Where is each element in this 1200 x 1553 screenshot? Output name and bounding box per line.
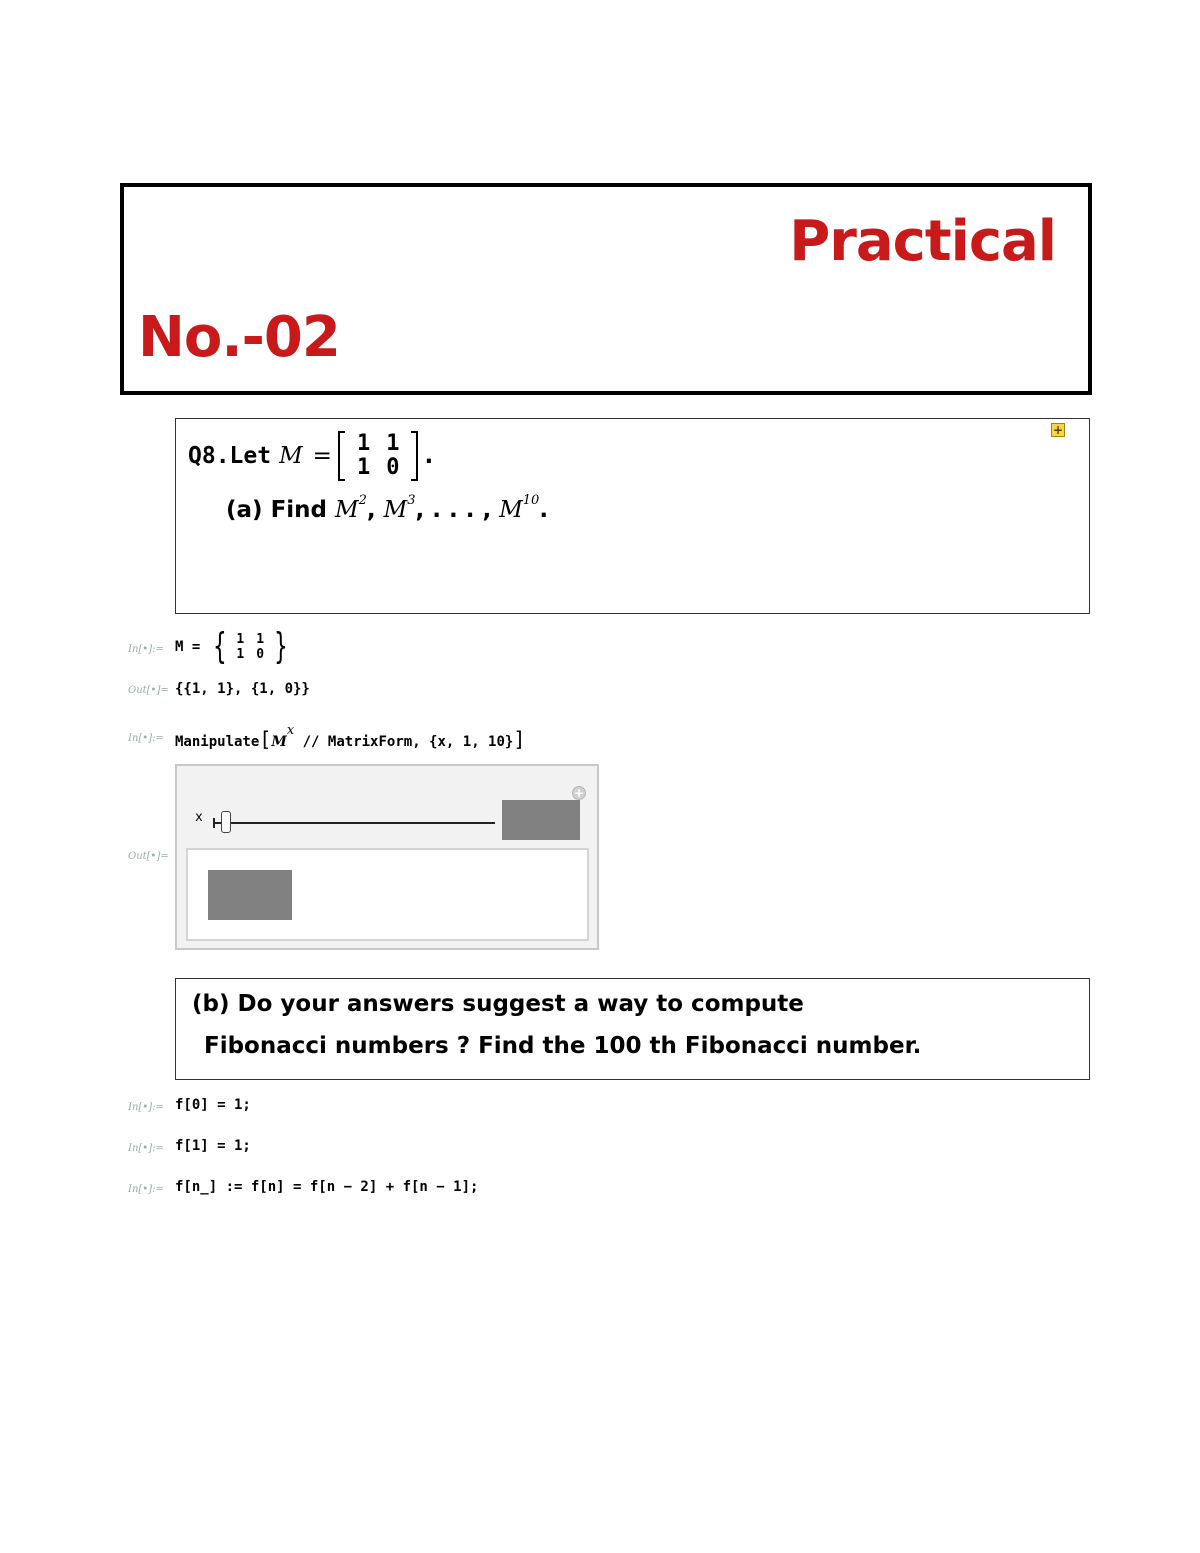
power-term: $M^3$ xyxy=(383,493,416,523)
equals-sign: = xyxy=(312,443,332,469)
matrix-var: M xyxy=(279,443,303,469)
matrix-cell: 1 xyxy=(236,647,245,662)
left-bracket xyxy=(338,431,345,481)
power-term: $M^2$ xyxy=(335,493,367,523)
matrix-cell: 0 xyxy=(256,647,265,662)
expand-icon[interactable]: + xyxy=(1052,423,1064,437)
matrix-cell: 1 xyxy=(386,431,400,456)
part-a-find: Find xyxy=(270,497,327,523)
title-practical: Practical xyxy=(789,209,1056,274)
input-label: In[•]:= xyxy=(128,1102,164,1113)
open-bracket: [ xyxy=(259,727,272,751)
manipulate-panel[interactable] xyxy=(175,764,599,950)
manipulate-head: Manipulate xyxy=(175,734,260,750)
power-term: $M^{10}$ xyxy=(499,493,540,523)
input-cell-fn[interactable]: f[n_] := f[n] = f[n − 2] + f[n − 1]; xyxy=(175,1179,479,1195)
right-brace: } xyxy=(274,626,288,667)
slider-value-box[interactable] xyxy=(502,800,580,840)
add-control-icon[interactable]: + xyxy=(573,786,585,800)
ellipsis: , . . . , xyxy=(415,497,492,523)
question-b-line2: Fibonacci numbers ? Find the 100 th Fibonacci number. xyxy=(204,1033,922,1059)
question-8-statement xyxy=(188,431,433,481)
input-lhs: M = xyxy=(175,639,201,655)
title-number: No.-02 xyxy=(138,305,340,370)
slider-track[interactable] xyxy=(215,822,495,824)
output-label: Out[•]= xyxy=(128,685,169,696)
right-bracket xyxy=(411,431,418,481)
matrix-cell: 1 xyxy=(356,455,371,480)
matrix-cell: 1 xyxy=(356,431,371,456)
matrix-cell: 0 xyxy=(386,455,400,480)
input-label: In[•]:= xyxy=(128,733,164,744)
input-cell-matrix[interactable] xyxy=(175,626,292,667)
question-b-cell[interactable] xyxy=(175,978,1090,1080)
left-brace: { xyxy=(213,626,227,667)
question-8-part-a xyxy=(226,493,549,523)
close-bracket: ] xyxy=(513,727,526,751)
question-8-cell[interactable] xyxy=(175,418,1090,614)
slider-label: x xyxy=(195,810,203,825)
input-cell-f0[interactable]: f[0] = 1; xyxy=(175,1097,251,1113)
period: . xyxy=(539,497,549,523)
question-8-prefix: Q8.Let xyxy=(188,443,272,469)
input-label: In[•]:= xyxy=(128,644,164,655)
part-a-label: (a) xyxy=(226,497,263,523)
question-b-line1: (b) Do your answers suggest a way to compute xyxy=(192,991,804,1017)
manipulate-output-pane xyxy=(186,848,589,941)
input-matrix xyxy=(209,626,292,667)
output-cell-matrix[interactable]: {{1, 1}, {1, 0}} xyxy=(175,681,310,697)
slider-thumb[interactable] xyxy=(221,811,231,833)
separator: , xyxy=(366,497,376,523)
matrix-cell: 1 xyxy=(256,632,265,647)
period: . xyxy=(424,443,434,469)
title-cell xyxy=(120,183,1092,395)
output-label: Out[•]= xyxy=(128,851,169,862)
manipulate-exp: x xyxy=(286,723,295,738)
input-cell-manipulate[interactable] xyxy=(175,723,526,751)
input-label: In[•]:= xyxy=(128,1143,164,1154)
matrix-m xyxy=(338,431,419,481)
matrix-cell: 1 xyxy=(236,632,245,647)
manipulate-result xyxy=(208,870,292,920)
manipulate-var: M xyxy=(271,734,287,750)
input-label: In[•]:= xyxy=(128,1184,164,1195)
manipulate-rest: // MatrixForm, {x, 1, 10} xyxy=(294,734,514,750)
input-cell-f1[interactable]: f[1] = 1; xyxy=(175,1138,251,1154)
